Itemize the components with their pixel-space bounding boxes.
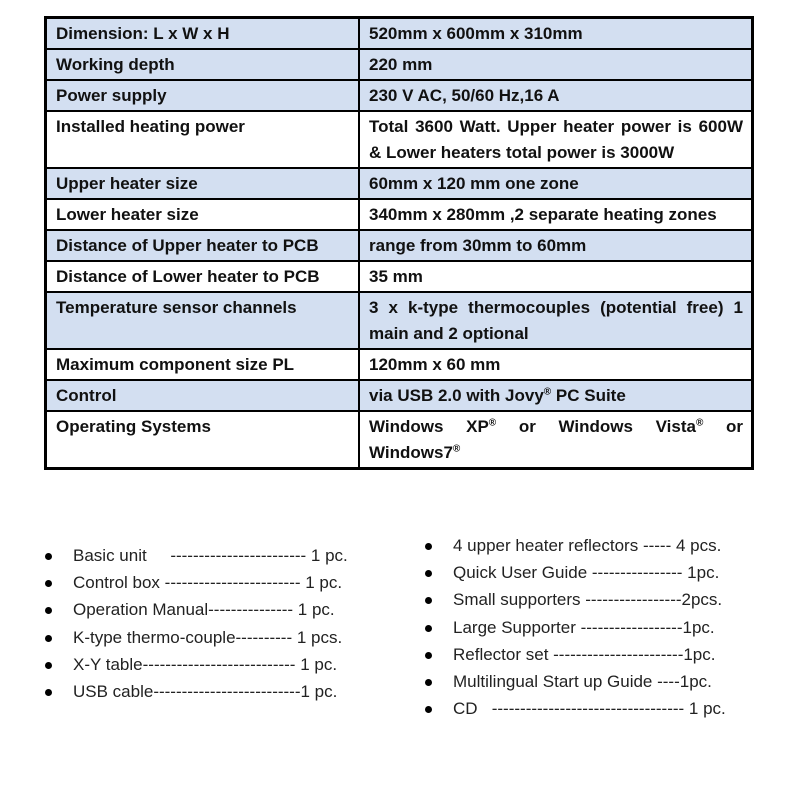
spec-value: 520mm x 600mm x 310mm — [359, 18, 753, 50]
list-item — [45, 596, 348, 623]
spec-value-text: or Windows Vista — [496, 417, 696, 436]
list-item — [45, 542, 348, 569]
list-item — [425, 586, 726, 613]
bullet-dot-icon — [45, 607, 52, 614]
registered-mark: ® — [488, 417, 497, 429]
spec-label: Working depth — [46, 49, 360, 80]
list-item-text: Multilingual Start up Guide ----1pc. — [453, 671, 712, 691]
list-item — [425, 641, 726, 668]
table-row — [46, 411, 753, 469]
spec-value-text: PC Suite — [551, 386, 626, 405]
table-row — [46, 349, 753, 380]
table-row — [46, 49, 753, 80]
bullet-dot-icon — [425, 625, 432, 632]
spec-value: 120mm x 60 mm — [359, 349, 753, 380]
table-row — [46, 292, 753, 349]
list-item — [425, 559, 726, 586]
spec-label: Maximum component size PL — [46, 349, 360, 380]
list-item — [45, 678, 348, 705]
list-item-text: Large Supporter ------------------1pc. — [453, 617, 715, 637]
list-item-text: Basic unit ------------------------ 1 pc. — [73, 546, 348, 565]
registered-mark: ® — [695, 417, 704, 429]
table-row — [46, 261, 753, 292]
spec-label: Power supply — [46, 80, 360, 111]
spec-value: 340mm x 280mm ,2 separate heating zones — [359, 199, 753, 230]
spec-label: Dimension: L x W x H — [46, 18, 360, 50]
spec-value: Total 3600 Watt. Upper heater power is 600W & Lower heaters total power is 3000W — [359, 111, 753, 168]
bullet-dot-icon — [45, 580, 52, 587]
spec-label: Temperature sensor channels — [46, 292, 360, 349]
spec-value-text: Windows XP — [369, 417, 489, 436]
bullet-dot-icon — [425, 652, 432, 659]
spec-value: 3 x k-type thermocouples (potential free) 1 main and 2 optional — [359, 292, 753, 349]
list-item — [45, 624, 348, 651]
bullet-dot-icon — [45, 635, 52, 642]
list-item-text: Control box ------------------------ 1 pc. — [73, 573, 343, 593]
spec-label: Upper heater size — [46, 168, 360, 199]
spec-value: 220 mm — [359, 49, 753, 80]
spec-value: 230 V AC, 50/60 Hz,16 A — [359, 80, 753, 111]
spec-label: Lower heater size — [46, 199, 360, 230]
table-row — [46, 380, 753, 411]
list-item — [45, 569, 348, 596]
list-item-text: Reflector set -----------------------1pc. — [453, 644, 716, 664]
bullet-dot-icon — [425, 543, 432, 550]
list-item-text: Quick User Guide ---------------- 1pc. — [453, 563, 720, 583]
table-row — [46, 199, 753, 230]
spec-value-text: or Windows7 — [369, 417, 743, 462]
included-items-list-right — [425, 532, 726, 722]
spec-value: 35 mm — [359, 261, 753, 292]
spec-table — [44, 16, 754, 470]
list-item-text: USB cable--------------------------1 pc. — [73, 681, 338, 701]
registered-mark: ® — [543, 386, 552, 398]
spec-label: Distance of Lower heater to PCB — [46, 261, 360, 292]
bullet-dot-icon — [425, 679, 432, 686]
included-items-list-left — [45, 542, 348, 705]
list-item-text: K-type thermo-couple---------- 1 pcs. — [73, 627, 343, 647]
spec-value: 60mm x 120 mm one zone — [359, 168, 753, 199]
bullet-dot-icon — [425, 570, 432, 577]
table-row — [46, 18, 753, 50]
table-row — [46, 168, 753, 199]
list-item-text: Small supporters -----------------2pcs. — [453, 590, 723, 610]
bullet-dot-icon — [45, 662, 52, 669]
spec-value — [359, 411, 753, 469]
list-item — [45, 651, 348, 678]
spec-value: range from 30mm to 60mm — [359, 230, 753, 261]
list-item — [425, 668, 726, 695]
spec-label: Control — [46, 380, 360, 411]
list-item — [425, 614, 726, 641]
list-item-text: CD ---------------------------------- 1 pc. — [453, 699, 726, 719]
spec-value-text: via USB 2.0 with Jovy — [369, 386, 544, 405]
registered-mark: ® — [452, 443, 461, 455]
spec-label: Distance of Upper heater to PCB — [46, 230, 360, 261]
table-row — [46, 230, 753, 261]
spec-label: Operating Systems — [46, 411, 360, 469]
list-item-text: 4 upper heater reflectors ----- 4 pcs. — [453, 536, 722, 555]
bullet-dot-icon — [45, 553, 52, 560]
list-item-text: X-Y table--------------------------- 1 pc. — [73, 654, 338, 674]
table-row — [46, 111, 753, 168]
bullet-dot-icon — [45, 689, 52, 696]
list-item — [425, 695, 726, 722]
list-item — [425, 532, 726, 559]
table-row — [46, 80, 753, 111]
spec-label: Installed heating power — [46, 111, 360, 168]
spec-value — [359, 380, 753, 411]
bullet-dot-icon — [425, 706, 432, 713]
bullet-dot-icon — [425, 597, 432, 604]
list-item-text: Operation Manual--------------- 1 pc. — [73, 600, 335, 620]
